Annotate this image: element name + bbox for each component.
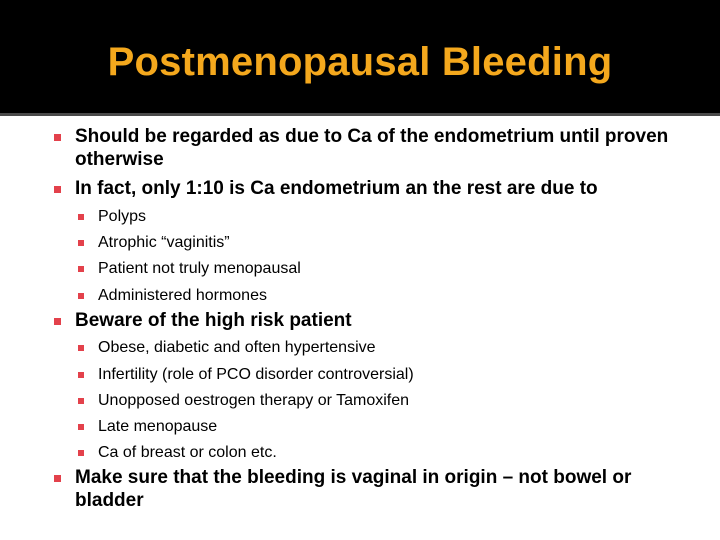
square-bullet-icon <box>54 134 61 141</box>
bullet-text: Patient not truly menopausal <box>98 260 301 277</box>
bullet-text: Make sure that the bleeding is vaginal in origin – not bowel or bladder <box>75 467 632 511</box>
sub-bullet-item <box>98 207 688 227</box>
square-bullet-icon <box>78 450 84 456</box>
bullet-text: Late menopause <box>98 418 218 435</box>
sub-bullet-item <box>98 391 688 411</box>
square-bullet-icon <box>78 424 84 430</box>
sub-bullet-item <box>98 259 688 279</box>
bullet-text: Polyps <box>98 208 147 225</box>
square-bullet-icon <box>78 266 84 272</box>
bullet-text: Administered hormones <box>98 287 267 304</box>
sub-bullet-item <box>98 443 688 463</box>
square-bullet-icon <box>54 186 61 193</box>
sub-bullet-item <box>98 233 688 253</box>
square-bullet-icon <box>78 214 84 220</box>
bullet-item <box>75 466 685 512</box>
square-bullet-icon <box>54 475 61 482</box>
sub-bullet-item <box>98 417 688 437</box>
square-bullet-icon <box>78 398 84 404</box>
bullet-text: Obese, diabetic and often hypertensive <box>98 339 376 356</box>
bullet-item <box>75 125 685 171</box>
square-bullet-icon <box>54 318 61 325</box>
bullet-text: Unopposed oestrogen therapy or Tamoxifen <box>98 392 410 409</box>
bullet-text: In fact, only 1:10 is Ca endometrium an the rest are due to <box>75 178 598 199</box>
bullet-item <box>75 177 685 200</box>
bullet-text: Atrophic “vaginitis” <box>98 234 230 251</box>
square-bullet-icon <box>78 293 84 299</box>
bullet-text: Should be regarded as due to Ca of the endometrium until proven otherwise <box>75 126 669 170</box>
square-bullet-icon <box>78 372 84 378</box>
bullet-item <box>75 309 685 332</box>
bullet-text: Infertility (role of PCO disorder controversial) <box>98 366 414 383</box>
sub-bullet-item <box>98 286 688 306</box>
sub-bullet-item <box>98 338 688 358</box>
bullet-text: Beware of the high risk patient <box>75 310 352 331</box>
slide-title: Postmenopausal Bleeding <box>107 40 613 84</box>
square-bullet-icon <box>78 345 84 351</box>
bullet-text: Ca of breast or colon etc. <box>98 444 277 461</box>
square-bullet-icon <box>78 240 84 246</box>
sub-bullet-item <box>98 365 688 385</box>
